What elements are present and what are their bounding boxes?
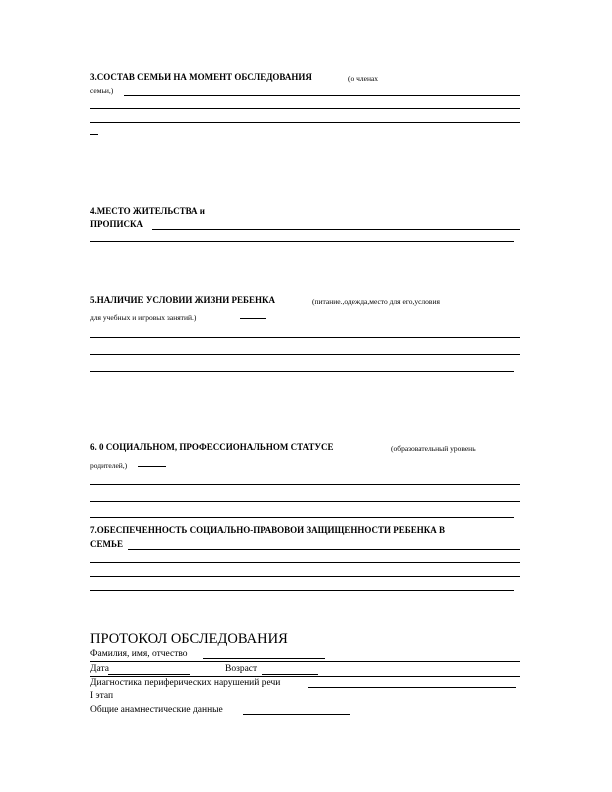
section-5-fill-line-2[interactable] [90,354,520,355]
fio-underline [90,661,520,662]
section-6-note-cont: родителей,) [90,461,128,470]
section-5-note: (питание.,одежда,место для его,условия [312,297,440,306]
section-6-fill-line-2[interactable] [90,501,520,502]
section-6-fill-line-0[interactable] [138,466,166,467]
date-label: Дата [90,664,109,674]
fio-field[interactable] [203,658,325,659]
diag-field[interactable] [308,687,516,688]
age-label: Возраст [225,664,258,674]
anamnesis-label: Общие анамнестические данные [90,705,223,715]
section-5-heading: 5.НАЛИЧИЕ УСЛОВИИ ЖИЗНИ РЕБЕНКА [90,295,276,305]
stage-label: I этап [90,691,114,701]
section-3-fill-line-2[interactable] [90,108,520,109]
section-5-fill-line-1[interactable] [90,337,520,338]
section-3-note: (о членах [348,74,379,83]
protocol-title: ПРОТОКОЛ ОБСЛЕДОВАНИЯ [90,631,288,647]
section-4-heading-cont: ПРОПИСКА [90,219,143,229]
section-4-heading: 4.МЕСТО ЖИТЕЛЬСТВА и [90,206,205,216]
section-5-fill-line-3[interactable] [90,371,514,372]
section-6-fill-line-1[interactable] [90,484,520,485]
fio-label: Фамилия, имя, отчество [90,649,188,659]
section-6-fill-line-3[interactable] [90,517,514,518]
section-7-fill-line-4[interactable] [90,590,514,591]
section-3-fill-line-3[interactable] [90,122,520,123]
anamnesis-field[interactable] [243,714,350,715]
date-age-underline [90,676,520,677]
diag-label: Диагностика периферических нарушений речи [90,678,281,688]
section-4-fill-line-1[interactable] [152,229,520,230]
section-6-heading: 6. 0 СОЦИАЛЬНОМ, ПРОФЕССИОНАЛЬНОМ СТАТУСЕ [90,442,334,452]
section-3-heading: 3.СОСТАВ СЕМЬИ НА МОМЕНТ ОБСЛЕДОВАНИЯ [90,72,312,82]
section-4-fill-line-2[interactable] [90,241,514,242]
section-3-fill-line-4[interactable] [90,134,98,135]
section-7-heading-cont: СЕМЬЕ [90,539,123,549]
section-3-fill-line-1[interactable] [124,95,520,96]
section-3-note-cont: семьи,) [90,86,114,95]
section-7-fill-line-2[interactable] [90,562,520,563]
section-5-fill-line-0[interactable] [240,318,266,319]
date-field[interactable] [108,674,190,675]
section-7-heading: 7.ОБЕСПЕЧЕННОСТЬ СОЦИАЛЬНО-ПРАВОВОИ ЗАЩИЩЕННОСТИ РЕБЕНКА В [90,525,446,535]
section-6-note: (образовательный уровень [391,444,476,453]
section-7-fill-line-3[interactable] [90,576,520,577]
section-7-fill-line-1[interactable] [128,549,520,550]
age-field[interactable] [262,674,318,675]
section-5-note-cont: для учебных и игровых занятий.) [90,313,197,322]
